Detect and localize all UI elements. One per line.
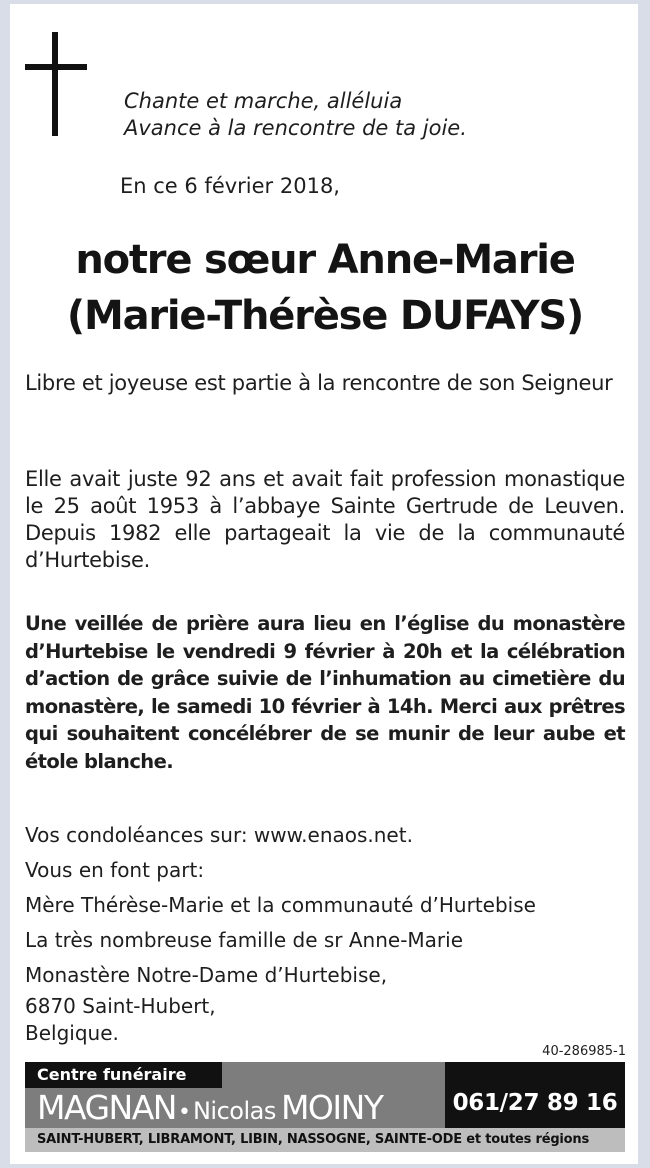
- name-part-magnan: MAGNAN: [37, 1088, 176, 1127]
- service-regions: SAINT-HUBERT, LIBRAMONT, LIBIN, NASSOGNE, SAINTE-ODE et toutes régions: [25, 1128, 625, 1152]
- family-line-2: La très nombreuse famille de sr Anne-Marie: [25, 928, 464, 952]
- contact-block: [25, 818, 625, 1047]
- address-line-3: Belgique.: [25, 1021, 119, 1045]
- funeral-home-name-inner: [25, 1088, 445, 1128]
- funeral-home-banner: [25, 1062, 625, 1152]
- date-line: En ce 6 février 2018,: [120, 174, 340, 198]
- condolences-line: Vos condoléances sur: www.enaos.net.: [25, 823, 413, 847]
- paragraph-ceremony: Une veillée de prière aura lieu en l’église du monastère d’Hurtebise le vendredi 9 février à 20h et la célébration d’action de grâce suivie de l’inhumation au cimetière du monastère, le samedi 10 février à 14h. Merci aux prêtres qui souhaitent concélébrer de se munir de leur aube et étole blanche.: [25, 612, 625, 773]
- address-line-1: Monastère Notre-Dame d’Hurtebise,: [25, 963, 388, 987]
- deceased-name: [0, 232, 650, 344]
- phone-number: 061/27 89 16: [445, 1062, 625, 1128]
- cross-icon-horizontal: [25, 64, 87, 70]
- verse-line-1: Chante et marche, alléluia: [124, 89, 403, 113]
- family-line-1: Mère Thérèse-Marie et la communauté d’Hurtebise: [25, 893, 536, 917]
- paragraph-departure: Libre et joyeuse est partie à la rencontre de son Seigneur: [25, 371, 613, 395]
- verse-quote: [124, 88, 467, 142]
- name-part-nicolas: Nicolas: [192, 1097, 276, 1125]
- name-part-moiny: MOINY: [280, 1088, 383, 1127]
- funeral-home-label: Centre funéraire: [25, 1062, 222, 1088]
- funeral-home-name: [25, 1088, 445, 1128]
- banner-grey-fill: [210, 1062, 445, 1088]
- reference-number: 40-286985-1: [542, 1044, 626, 1059]
- separator-dot: •: [177, 1100, 191, 1125]
- announce-line: Vous en font part:: [25, 858, 205, 882]
- address-line-2: 6870 Saint-Hubert,: [25, 994, 216, 1018]
- paragraph-biography: Elle avait juste 92 ans et avait fait profession monastique le 25 août 1953 à l’abbaye Sainte Gertrude de Leuven. Depuis 1982 elle partageait la vie de la communauté d’Hurtebise.: [25, 467, 625, 572]
- name-line-2: (Marie-Thérèse DUFAYS): [66, 293, 584, 339]
- cross-icon-vertical: [52, 32, 58, 136]
- verse-line-2: Avance à la rencontre de ta joie.: [124, 116, 467, 140]
- name-line-1: notre sœur Anne-Marie: [75, 237, 575, 283]
